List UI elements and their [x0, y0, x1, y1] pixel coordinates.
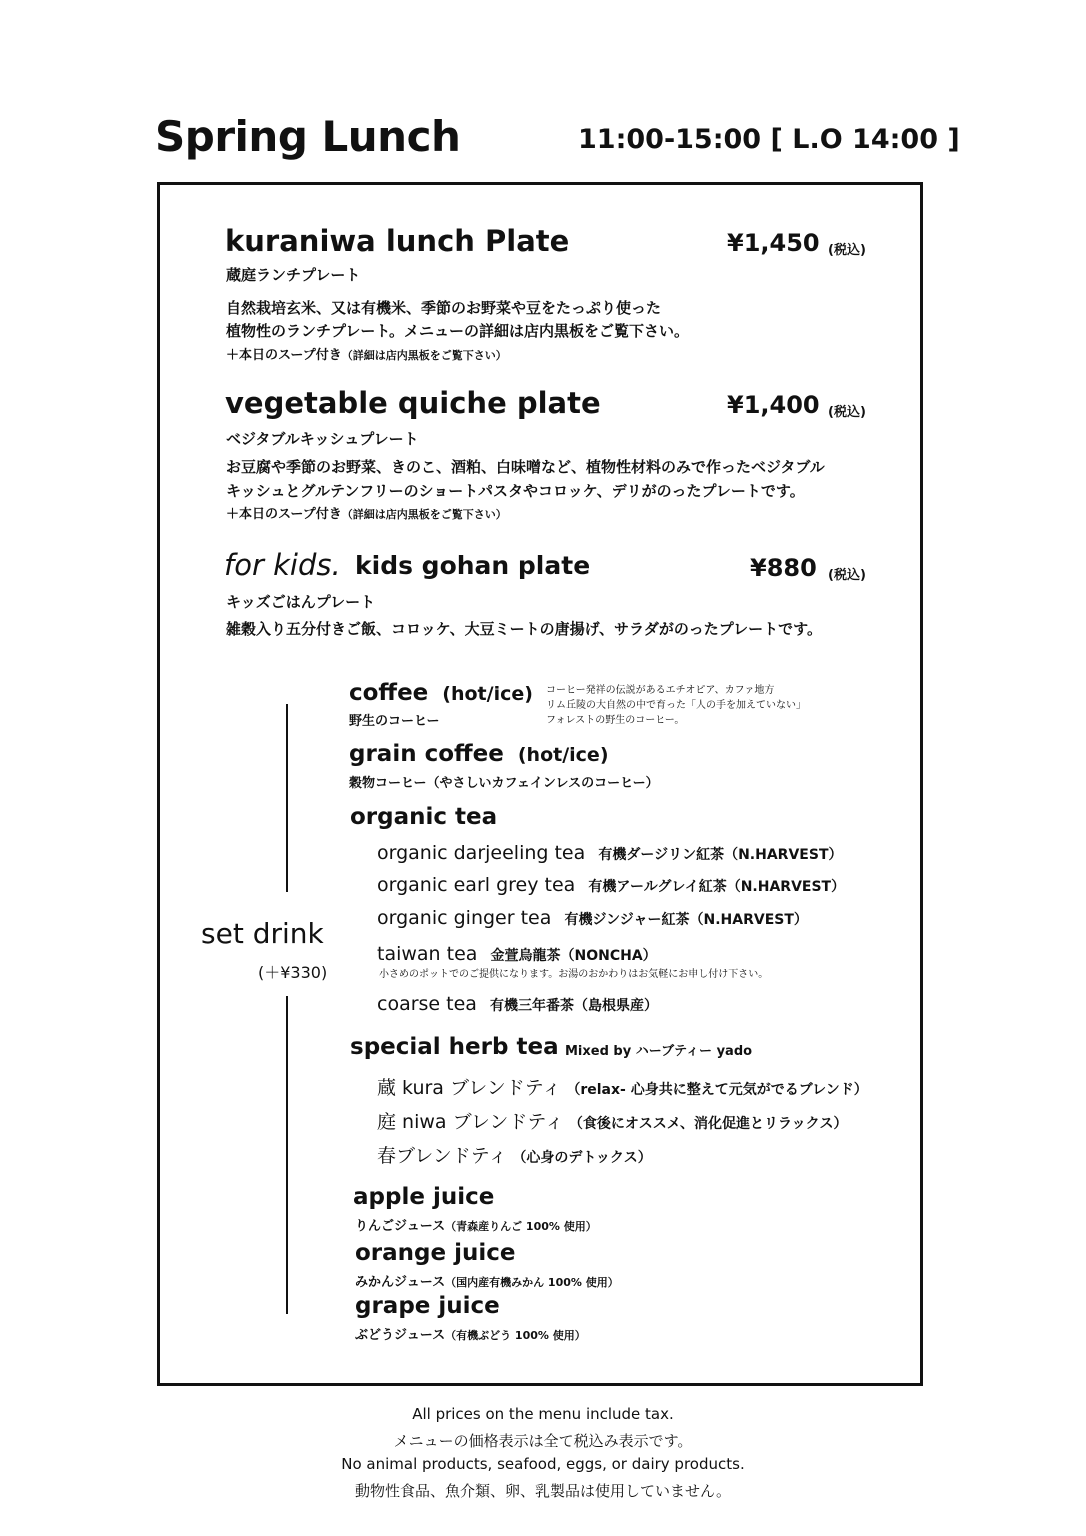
footer-tax-en: All prices on the menu include tax. [412, 1405, 674, 1423]
tea-item [377, 874, 845, 896]
soup-detail: （詳細は店内黒板をご覧下さい） [341, 349, 507, 362]
item-name-en: kuraniwa lunch Plate [225, 224, 570, 258]
drink-name-jp: 穀物コーヒー（やさしいカフェインレスのコーヒー） [349, 776, 659, 791]
juice-name-jp [355, 1324, 586, 1343]
herb-note: （心身のデトックス） [512, 1150, 652, 1166]
item-price: ¥880 [750, 554, 817, 582]
juice-name-en: apple juice [353, 1184, 495, 1210]
item-description-line: 植物性のランチプレート。メニューの詳細は店内黒板をご覧下さい。 [226, 322, 690, 340]
set-drink-label: set drink [201, 917, 324, 950]
tax-note: (税込) [828, 405, 866, 420]
footer-tax-jp: メニューの価格表示は全て税込み表示です。 [393, 1432, 693, 1450]
tea-name-en: organic earl grey tea [377, 874, 576, 896]
tea-name-jp: 金萱烏龍茶（NONCHA） [490, 948, 657, 964]
juice-name-jp [355, 1271, 619, 1290]
tea-name-en: taiwan tea [377, 943, 478, 965]
drink-name [349, 741, 609, 767]
juice-note: （国内産有機みかん 100% 使用） [445, 1276, 619, 1289]
soup-detail: （詳細は店内黒板をご覧下さい） [341, 508, 507, 521]
tea-item [377, 943, 657, 965]
item-price: ¥1,450 [727, 229, 820, 257]
drink-note: リム丘陵の大自然の中で育った「人の手を加えていない」 [546, 700, 806, 711]
item-name-jp: ベジタブルキッシュプレート [226, 430, 419, 448]
drink-name-jp: 野生のコーヒー [349, 714, 440, 729]
drink-note: フォレストの野生のコーヒー。 [546, 715, 685, 726]
herb-note: （食後にオススメ、消化促進とリラックス） [568, 1116, 848, 1132]
drink-name-en: grain coffee [349, 741, 504, 767]
tax-note: (税込) [828, 568, 866, 583]
item-name-jp: 蔵庭ランチプレート [226, 266, 361, 284]
item-name-jp: キッズごはんプレート [226, 593, 376, 611]
juice-name-en: orange juice [355, 1240, 516, 1266]
drink-tag: (hot/ice) [442, 683, 533, 705]
juice-note: （青森産りんご 100% 使用） [445, 1220, 597, 1233]
footer-vegan-en: No animal products, seafood, eggs, or dairy products. [341, 1455, 745, 1473]
footer-vegan-jp: 動物性食品、魚介類、卵、乳製品は使用していません。 [355, 1482, 731, 1500]
divider-line [286, 996, 288, 1314]
tax-note: (税込) [828, 243, 866, 258]
tea-name-en: organic ginger tea [377, 907, 552, 929]
tea-item [377, 907, 808, 929]
tea-name-jp: 有機ダージリン紅茶（N.HARVEST） [598, 847, 843, 863]
tea-name-en: organic darjeeling tea [377, 842, 586, 864]
juice-note: （有機ぶどう 100% 使用） [445, 1329, 586, 1342]
herb-item [377, 1141, 652, 1168]
item-description-line: 自然栽培玄米、又は有機米、季節のお野菜や豆をたっぷり使った [226, 299, 662, 317]
drink-name-en: coffee [349, 680, 429, 706]
drink-note: コーヒー発祥の伝説があるエチオピア、カファ地方 [546, 685, 775, 696]
soup-label: ＋本日のスープ付き [226, 348, 342, 363]
mixed-by: Mixed by ハーブティー yado [565, 1044, 753, 1059]
drink-tag: (hot/ice) [517, 744, 609, 766]
tea-name-en: coarse tea [377, 993, 477, 1015]
herb-item [377, 1073, 868, 1100]
tea-note: 小さめのポットでのご提供になります。お湯のおかわりはお気軽にお申し付け下さい。 [379, 969, 769, 980]
tea-name-jp: 有機ジンジャー紅茶（N.HARVEST） [564, 912, 808, 928]
herb-item [377, 1107, 848, 1134]
juice-jp: りんごジュース [355, 1219, 446, 1234]
tea-item [377, 993, 658, 1015]
juice-name-en: grape juice [355, 1293, 500, 1319]
item-description-line: お豆腐や季節のお野菜、きのこ、酒粕、白味噌など、植物性材料のみで作ったベジタブル [226, 458, 825, 476]
set-drink-price: (＋¥330) [258, 963, 328, 982]
divider-line [286, 704, 288, 892]
herb-note: （relax- 心身共に整えて元気がでるブレンド） [566, 1082, 868, 1098]
item-name-en: vegetable quiche plate [225, 386, 601, 420]
juice-name-jp [355, 1215, 597, 1234]
opening-hours: 11:00-15:00 [ L.O 14:00 ] [578, 124, 960, 155]
soup-note [226, 503, 507, 522]
juice-jp: みかんジュース [355, 1275, 446, 1290]
tea-item [377, 842, 843, 864]
juice-jp: ぶどうジュース [355, 1328, 446, 1343]
herb-name: 春ブレンドティ [377, 1145, 508, 1167]
page-title: Spring Lunch [155, 112, 461, 161]
drink-name-en: special herb tea [350, 1034, 559, 1060]
item-price: ¥1,400 [727, 391, 820, 419]
kids-prefix: for kids. [224, 548, 341, 582]
tea-name-jp: 有機三年番茶（島根県産） [490, 998, 659, 1014]
soup-label: ＋本日のスープ付き [226, 507, 342, 522]
item-description-line: キッシュとグルテンフリーのショートパスタやコロッケ、デリがのったプレートです。 [226, 482, 805, 500]
tea-name-jp: 有機アールグレイ紅茶（N.HARVEST） [588, 879, 846, 895]
drink-name-en: organic tea [350, 804, 498, 830]
soup-note [226, 344, 507, 363]
item-name-en: kids gohan plate [355, 551, 591, 580]
herb-name: 蔵 kura ブレンドティ [377, 1077, 562, 1099]
drink-name [349, 680, 533, 706]
herb-name: 庭 niwa ブレンドティ [377, 1111, 564, 1133]
item-description-line: 雑穀入り五分付きご飯、コロッケ、大豆ミートの唐揚げ、サラダがのったプレートです。 [226, 620, 822, 638]
